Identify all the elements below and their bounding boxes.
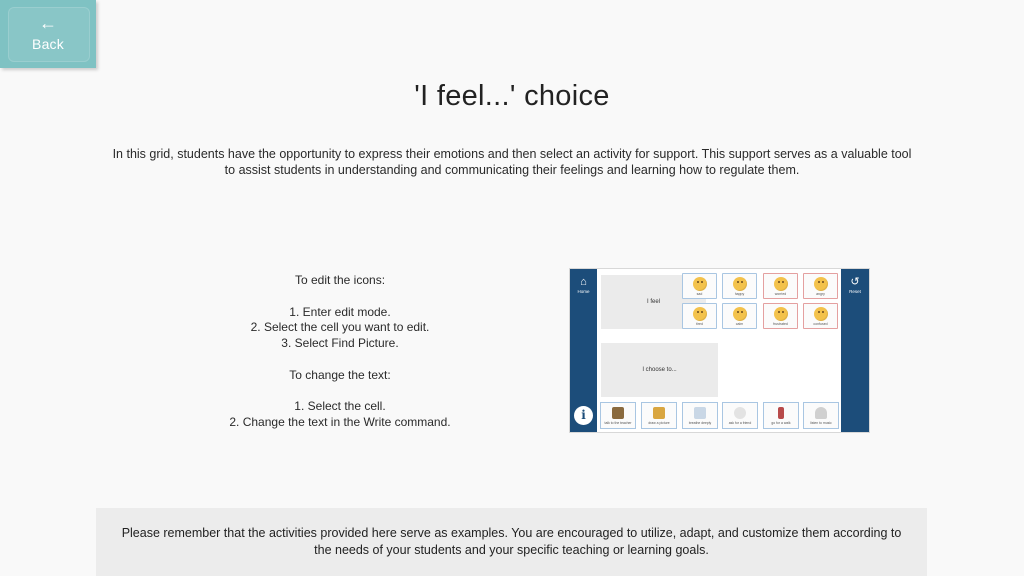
emotion-cell bbox=[763, 273, 798, 299]
home-label: Home bbox=[577, 289, 590, 294]
drawing-icon bbox=[653, 407, 665, 419]
activity-cell bbox=[722, 402, 758, 429]
emotion-cell bbox=[722, 273, 757, 299]
icons-step: 1. Enter edit mode. bbox=[289, 304, 391, 319]
icons-heading: To edit the icons: bbox=[294, 273, 386, 287]
left-panel bbox=[570, 269, 597, 432]
activity-cell bbox=[803, 402, 839, 429]
emotion-label: calm bbox=[735, 321, 744, 326]
emotion-cell bbox=[682, 273, 717, 299]
activity-cell bbox=[763, 402, 799, 429]
activity-cell bbox=[600, 402, 636, 429]
home-icon: ⌂ bbox=[580, 276, 587, 288]
footer-note bbox=[96, 508, 927, 576]
activity-label: talk to the teacher bbox=[604, 420, 632, 425]
emotion-label: sad bbox=[696, 291, 703, 296]
intro-text: In this grid, students have the opportunity to express their emotions and then select an activity for support. This support serves as a valuable tool to assist students in understanding and communicating their feelings and learning how to regulate them. bbox=[112, 147, 912, 177]
emotion-cell bbox=[722, 303, 757, 329]
text-step: 2. Change the text in the Write command. bbox=[229, 415, 451, 430]
sad-face-icon bbox=[693, 277, 707, 291]
emotion-cell bbox=[682, 303, 717, 329]
reset-label: Reset bbox=[849, 289, 861, 294]
calm-face-icon bbox=[733, 307, 747, 321]
emotion-label: angry bbox=[816, 291, 825, 296]
emotion-label: confused bbox=[813, 321, 828, 326]
walking-icon bbox=[778, 407, 784, 419]
icons-step: 2. Select the cell you want to edit. bbox=[250, 320, 430, 335]
icons-step: 3. Select Find Picture. bbox=[281, 336, 399, 351]
feel-cell: I feel bbox=[601, 275, 706, 329]
emotion-cell bbox=[803, 273, 838, 299]
reset-icon: ↺ bbox=[850, 276, 860, 288]
happy-face-icon bbox=[733, 277, 747, 291]
teacher-icon bbox=[612, 407, 624, 419]
reset-button bbox=[841, 277, 869, 294]
emotion-cell bbox=[803, 303, 838, 329]
activity-label: go for a walk bbox=[771, 420, 791, 425]
grid-preview bbox=[569, 268, 870, 433]
emotion-cell bbox=[763, 303, 798, 329]
activity-cell bbox=[682, 402, 718, 429]
headphones-icon bbox=[815, 407, 827, 419]
text-heading: To change the text: bbox=[289, 367, 391, 382]
activity-label: draw a picture bbox=[648, 420, 670, 425]
emotion-label: frustrated bbox=[773, 321, 788, 326]
home-button bbox=[570, 277, 597, 294]
footer-text: Please remember that the activities provided here serve as examples. You are encouraged to utilize, adapt, and customize them according to the needs of your students and your specific teaching or learning goals. bbox=[121, 526, 902, 557]
activity-label: listen to music bbox=[810, 420, 832, 425]
emotion-label: worried bbox=[774, 291, 787, 296]
angry-face-icon bbox=[814, 277, 828, 291]
frustrated-face-icon bbox=[774, 307, 788, 321]
tired-face-icon bbox=[693, 307, 707, 321]
speech-bubble-icon bbox=[734, 407, 746, 419]
back-button[interactable] bbox=[0, 0, 96, 68]
activity-cell bbox=[641, 402, 677, 429]
right-panel bbox=[841, 269, 869, 432]
breathing-icon bbox=[694, 407, 706, 419]
arrow-left-icon: ← bbox=[39, 13, 57, 33]
activity-label: ask for a friend bbox=[728, 420, 752, 425]
text-step: 1. Select the cell. bbox=[294, 399, 386, 414]
instructions bbox=[150, 273, 530, 431]
worried-face-icon bbox=[774, 277, 788, 291]
info-icon: i bbox=[574, 406, 593, 425]
emotion-label: tired bbox=[696, 321, 703, 326]
confused-face-icon bbox=[814, 307, 828, 321]
choose-cell: I choose to... bbox=[601, 343, 718, 397]
activity-label: breathe deeply bbox=[688, 420, 712, 425]
back-label: Back bbox=[32, 36, 64, 52]
emotion-label: happy bbox=[734, 291, 745, 296]
page-title: 'I feel...' choice bbox=[414, 80, 610, 112]
